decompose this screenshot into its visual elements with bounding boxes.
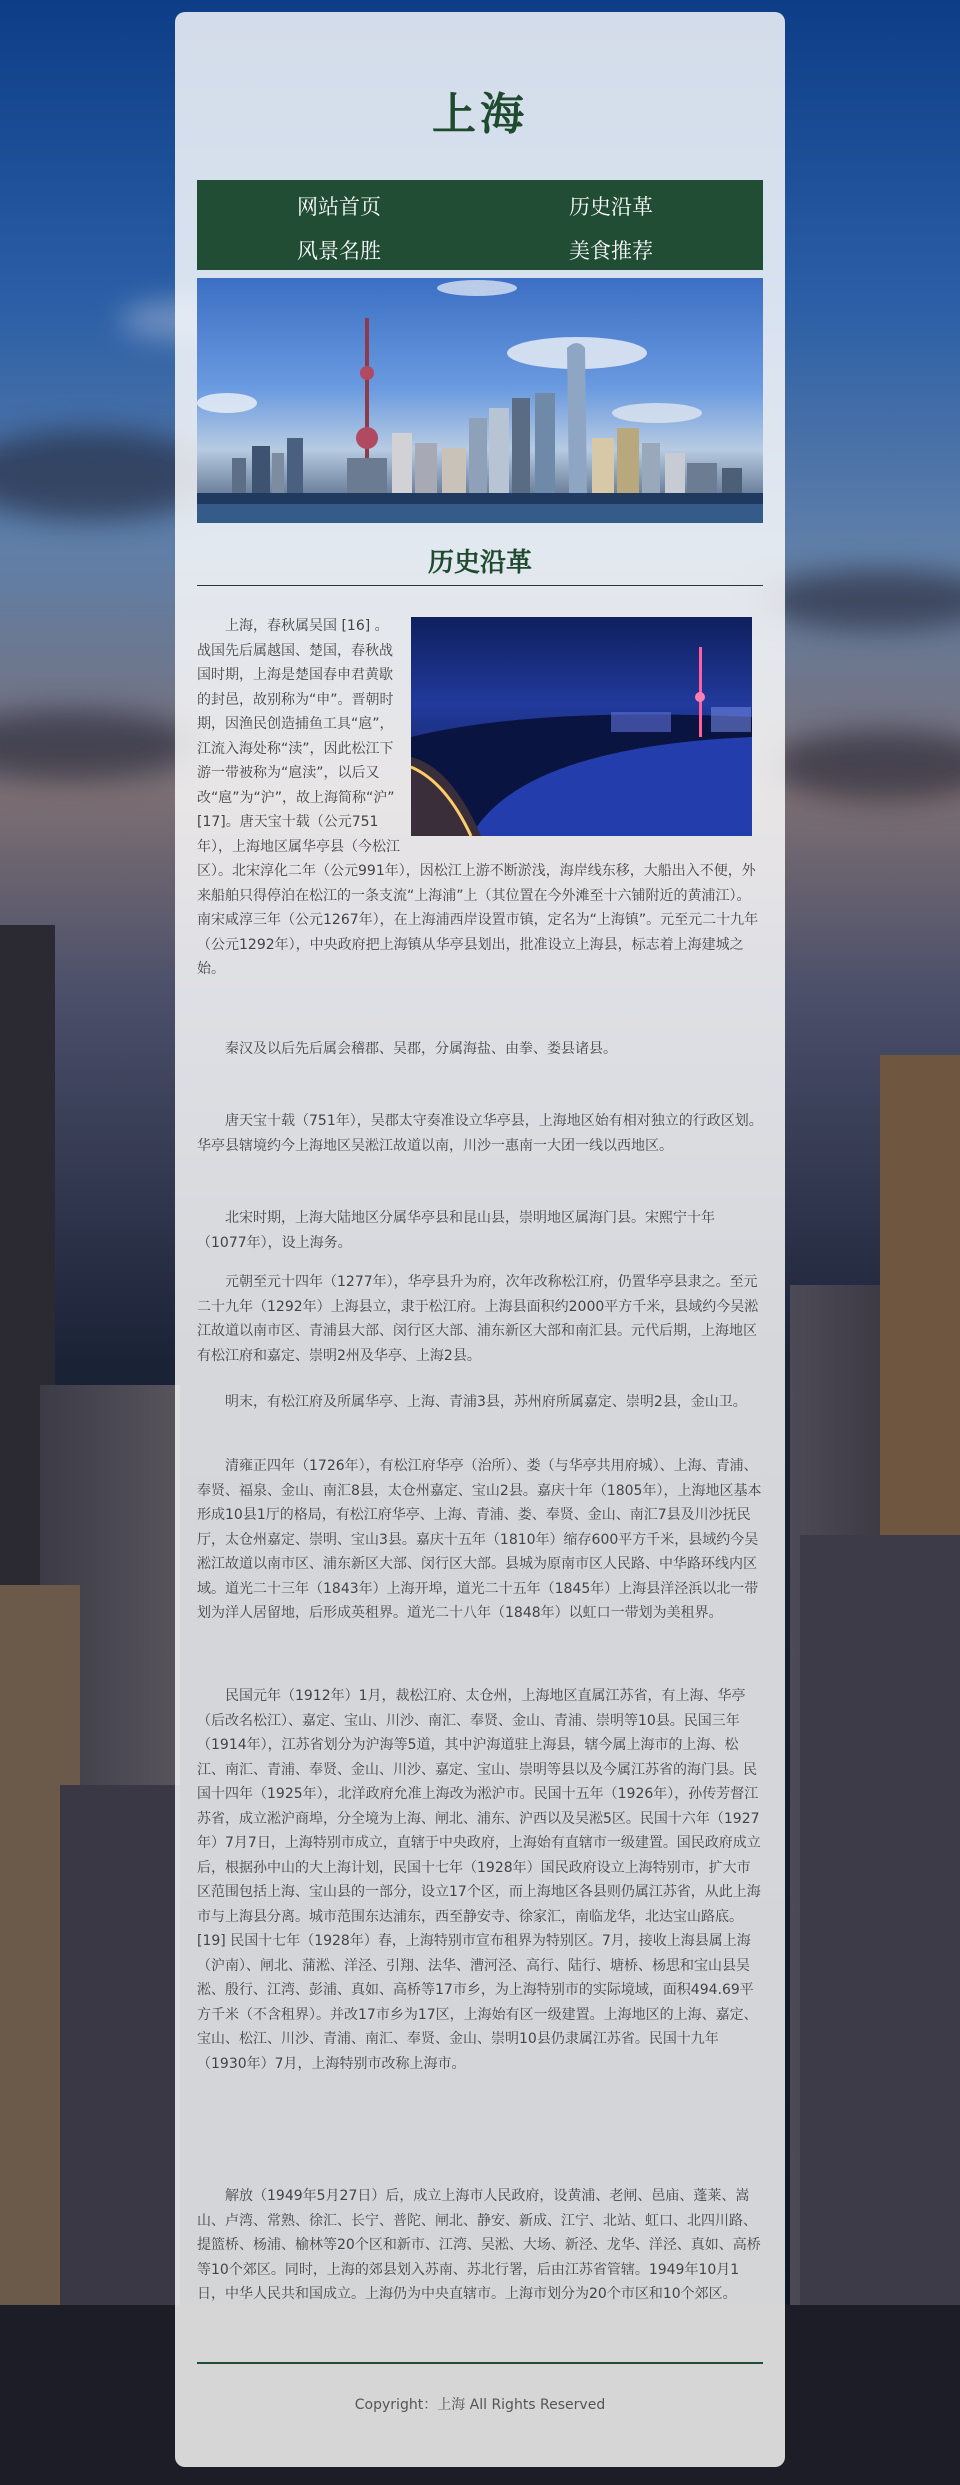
article-paragraph: 元朝至元十四年（1277年），华亭县升为府，次年改称松江府，仍置华亭县隶之。至元二十九年（1292年）上海县立，隶于松江府。上海县面积约2000平方千米，县域约今吴淞江故道以南市区、青浦县大部、闵行区大部、浦东新区大部和南汇县。元代后期，上海地区有松江府和嘉定、崇明2州及华亭、上海2县。	[197, 1274, 759, 1364]
article-paragraph: 民国元年（1912年）1月，裁松江府、太仓州，上海地区直属江苏省，有上海、华亭（后改名松江）、嘉定、宝山、川沙、南汇、奉贤、金山、青浦、崇明等10县。民国三年（1914年），江苏省划分为沪海等5道，其中沪海道驻上海县，辖今属上海市的上海、松江、南汇、青浦、奉贤、金山、川沙、嘉定、宝山、崇明等县以及今属江苏省的海门县。民国十四年（1925年），北洋政府允准上海改为淞沪市。民国十五年（1926年），孙传芳督江苏省，成立淞沪商埠，分全境为上海、闸北、浦东、沪西以及吴淞5区。民国十六年（1927年）7月7日，上海特别市成立，直辖于中央政府，上海始有直辖市一级建置。国民政府成立后，根据孙中山的大上海计划，民国十七年（1928年）国民政府设立上海特别市，扩大市区范围包括上海、宝山县的一部分，设立17个区，而上海地区各县则仍属江苏省，从此上海市与上海县分离。城市范围东达浦东，西至静安寺、徐家汇，南临龙华，北达宝山路底。[19] 民国十七年（1928年）春，上海特别市宣布租界为特别区。7月，接收上海县属上海（沪南）、闸北、蒲淞、洋泾、引翔、法华、漕河泾、高行、陆行、塘桥、杨思和宝山县吴淞、殷行、江湾、彭浦、真如、高桥等17市乡，为上海特别市的实际境域，面积494.69平方千米（不含租界）。并改17市乡为17区，上海始有区一级建置。上海地区的上海、嘉定、宝山、松江、川沙、青浦、南汇、奉贤、金山、崇明10县仍隶属江苏省。民国十九年（1930年）7月，上海特别市改称上海市。	[197, 1688, 761, 2072]
article-paragraph: 唐天宝十载（751年），吴郡太守奏准设立华亭县，上海地区始有相对独立的行政区划。华亭县辖境约今上海地区吴淞江故道以南，川沙一惠南一大团一线以西地区。	[197, 1113, 763, 1154]
nav-item-scenery[interactable]: 风景名胜	[297, 239, 381, 263]
section-divider	[197, 585, 763, 586]
nav-item-history[interactable]: 历史沿革	[569, 195, 653, 219]
page-title: 上海	[432, 89, 528, 140]
content-panel	[175, 12, 785, 2467]
footer-copyright: Copyright：上海 All Rights Reserved	[354, 2397, 606, 2413]
article-paragraph: 解放（1949年5月27日）后，成立上海市人民政府，设黄浦、老闸、邑庙、蓬莱、嵩山、卢湾、常熟、徐汇、长宁、普陀、闸北、静安、新成、江宁、北站、虹口、北四川路、提篮桥、杨浦、榆林等20个区和新市、江湾、吴淞、大场、新泾、龙华、洋泾、真如、高桥等10个郊区。同时，上海的郊县划入苏南、苏北行署，后由江苏省管辖。1949年10月1日，中华人民共和国成立。上海仍为中央直辖市。上海市划分为20个市区和10个郊区。	[197, 2188, 761, 2302]
article-paragraph: 上海，春秋属吴国 [16] 。战国先后属越国、楚国，春秋战国时期，上海是楚国春申君黄歇的封邑，故别称为“申”。晋朝时期，因渔民创造捕鱼工具“扈”，江流入海处称“渎”，因此松江下游一带被称为“扈渎”，以后又改“扈”为“沪”，故上海简称“沪” [17]。唐天宝十载（公元751年），上海地区属华亭县（今松江区）。北宋淳化二年（公元991年），因松江上游不断淤浅，海岸线东移，大船出入不便，外来船舶只得停泊在松江的一条支流“上海浦”上（其位置在今外滩至十六铺附近的黄浦江）。南宋咸淳三年（公元1267年），在上海浦西岸设置市镇，定名为“上海镇”。元至元二十九年（公元1292年），中央政府把上海镇从华亭县划出，批准设立上海县，标志着上海建城之始。	[197, 618, 759, 977]
hero-image-shanghai-skyline	[197, 278, 763, 523]
nav-item-food[interactable]: 美食推荐	[569, 239, 653, 263]
main-nav	[197, 180, 763, 270]
article-paragraph: 秦汉及以后先后属会稽郡、吴郡，分属海盐、由拳、娄县诸县。	[225, 1041, 617, 1057]
nav-item-home[interactable]: 网站首页	[297, 195, 381, 219]
article-paragraph: 北宋时期，上海大陆地区分属华亭县和昆山县，崇明地区属海门县。宋熙宁十年（1077年），设上海务。	[197, 1210, 715, 1251]
footer-divider	[197, 2362, 763, 2364]
article-paragraph: 明末，有松江府及所属华亭、上海、青浦3县，苏州府所属嘉定、崇明2县，金山卫。	[225, 1394, 747, 1410]
article-paragraph: 清雍正四年（1726年），有松江府华亭（治所）、娄（与华亭共用府城）、上海、青浦、奉贤、福泉、金山、南汇8县，太仓州嘉定、宝山2县。嘉庆十年（1805年），上海地区基本形成10县1厅的格局，有松江府华亭、上海、青浦、娄、奉贤、金山、南汇7县及川沙抚民厅，太仓州嘉定、崇明、宝山3县。嘉庆十五年（1810年）缩存600平方千米，县域约今吴淞江故道以南市区、浦东新区大部、闵行区大部。县城为原南市区人民路、中华路环线内区域。道光二十三年（1843年）上海开埠，道光二十五年（1845年）上海县洋泾浜以北一带划为洋人居留地，后形成英租界。道光二十八年（1848年）以虹口一带划为美租界。	[197, 1458, 762, 1621]
section-title: 历史沿革	[427, 548, 532, 578]
